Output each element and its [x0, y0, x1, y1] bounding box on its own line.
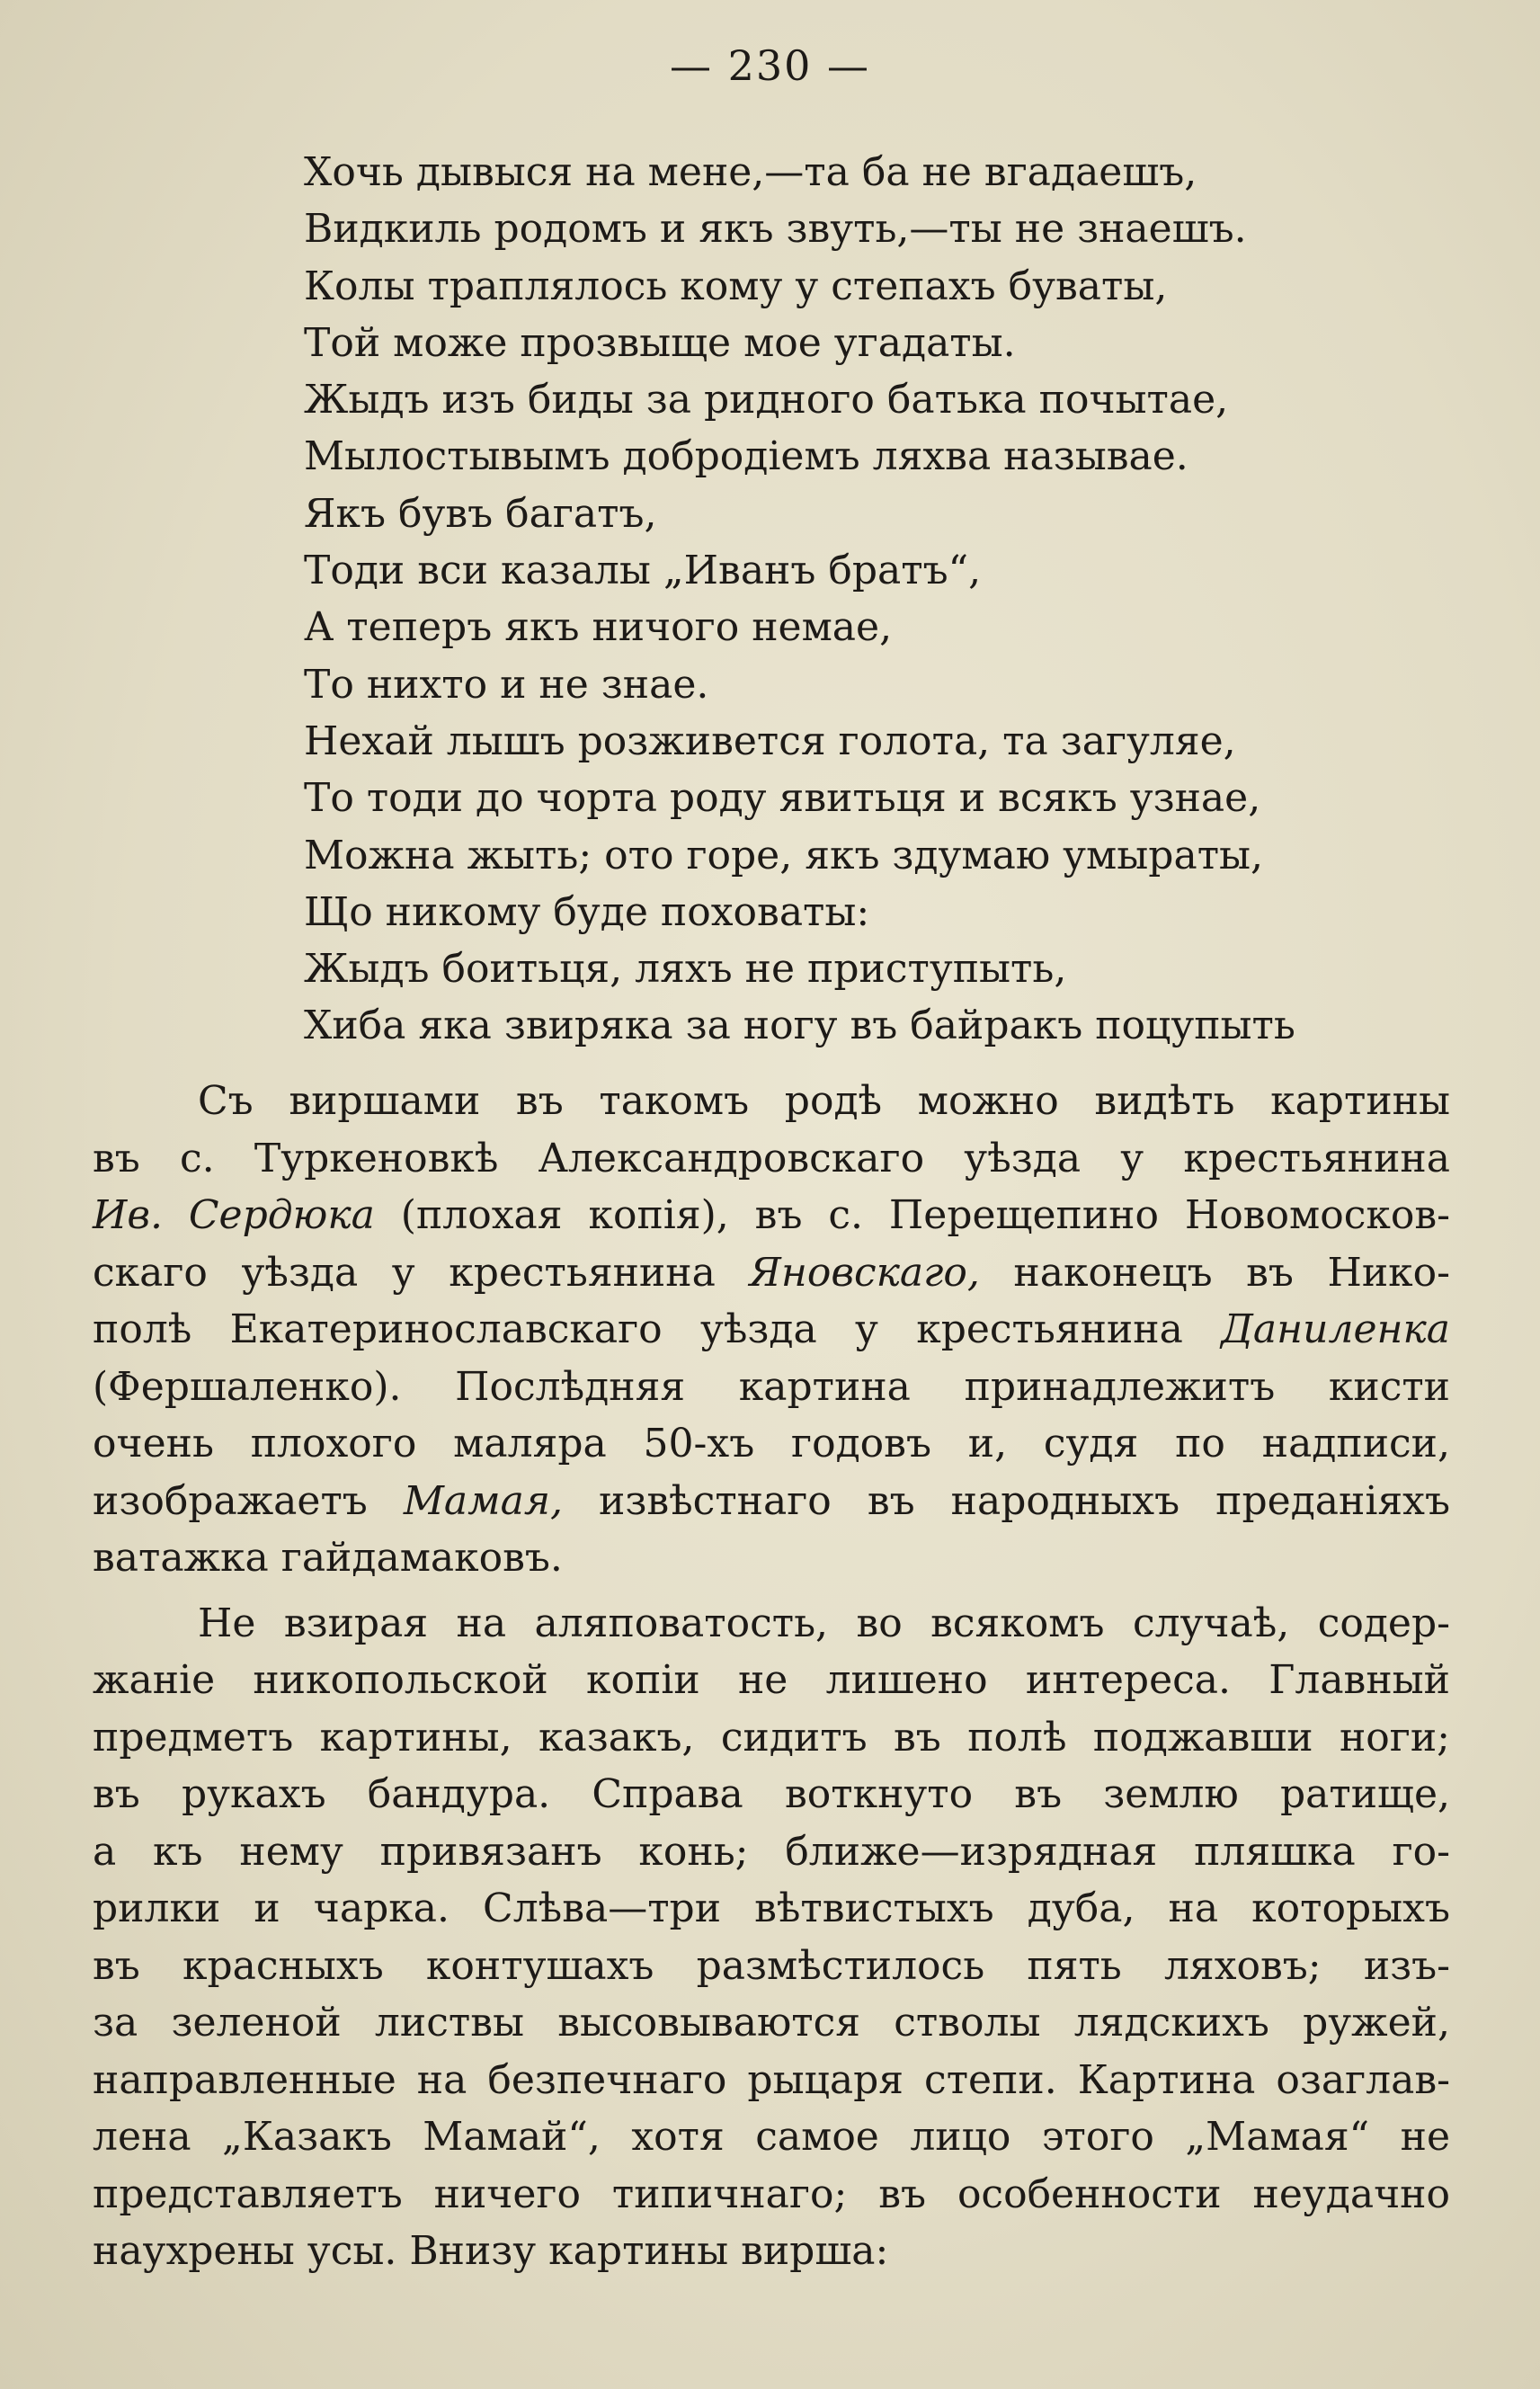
text-run: изображаетъ [93, 1477, 404, 1524]
prose [93, 1073, 1450, 2280]
prose-line: въ рукахъ бандура. Справа воткнуто въ землю ратище, [93, 1771, 1450, 1817]
prose-line: наухрены усы. Внизу картины вирша: [93, 2228, 889, 2274]
prose-line: жаніе никопольской копіи не лишено интереса. Главный [93, 1657, 1450, 1703]
poem-line: Якъ бувъ багатъ, [304, 490, 657, 537]
prose-line [93, 1244, 1450, 1302]
prose-line: лена „Казакъ Мамай“, хотя самое лицо этого „Мамая“ не [93, 2114, 1450, 2160]
poem-line: Тоди вси казалы „Иванъ братъ“, [304, 548, 982, 594]
prose-line: въ красныхъ контушахъ размѣстилось пять ляховъ; изъ- [93, 1942, 1450, 1989]
text-run: извѣстнаго въ народныхъ преданіяхъ [562, 1477, 1450, 1524]
poem-line: То тоди до чорта роду явитьця и всякъ узнае, [304, 775, 1261, 822]
prose-line: (Фершаленко). Послѣдняя картина принадлежитъ кисти [93, 1363, 1450, 1410]
poem-line: Видкиль родомъ и якъ звуть,—ты не знаешъ. [304, 206, 1247, 253]
text-run: наконецъ въ Нико- [979, 1249, 1451, 1296]
paragraph-gap [93, 1587, 1450, 1595]
poem-line: Хочь дывыся на мене,—та ба не вгадаешъ, [304, 149, 1197, 195]
poem-line: Той може прозвыще мое угадаты. [304, 319, 1016, 366]
poem-line: Жыдъ боитьця, ляхъ не приступыть, [304, 946, 1067, 993]
person-name: Мамая, [403, 1477, 563, 1524]
page-number: — 230 — [669, 41, 871, 90]
prose-line [93, 1473, 1450, 1530]
text-run: скаго уѣзда у крестьянина [93, 1249, 750, 1296]
poem-line: Жыдъ изъ биды за ридного батька почытае, [304, 377, 1229, 423]
person-name: Даниленка [1221, 1306, 1450, 1352]
prose-line: представляетъ ничего типичнаго; въ особенности неудачно [93, 2171, 1450, 2217]
prose-line: въ с. Туркеновкѣ Александровскаго уѣзда у крестьянина [93, 1135, 1450, 1181]
text-run: полѣ Екатеринославскаго уѣзда у крестьянина [93, 1306, 1222, 1352]
prose-line: за зеленой листвы высовываются стволы лядскихъ ружей, [93, 2000, 1450, 2046]
prose-line: рилки и чарка. Слѣва—три вѣтвистыхъ дуба, на которыхъ [93, 1885, 1450, 1931]
prose-line [93, 1301, 1450, 1359]
prose-line: очень плохого маляра 50-хъ годовъ и, судя по надписи, [93, 1421, 1450, 1466]
poem-line: Хиба яка звиряка за ногу въ байракъ поцупыть [304, 1003, 1295, 1049]
prose-line: Не взирая на аляповатость, во всякомъ случаѣ, содер- [198, 1600, 1450, 1646]
poem-line: Мылостывымъ добродіемъ ляхва называе. [304, 433, 1188, 480]
text-run: (плохая копія), въ с. Перещепино Новомосков- [374, 1192, 1450, 1238]
poem-line: Можна жыть; ото горе, якъ здумаю умыраты, [304, 832, 1264, 878]
prose-line: предметъ картины, казакъ, сидитъ въ полѣ поджавши ноги; [93, 1714, 1450, 1761]
paragraph-2 [93, 1595, 1450, 2280]
poem-line: А теперъ якъ ничого немае, [304, 604, 893, 651]
person-name: Яновскаго, [749, 1249, 980, 1296]
poem-line: Нехай лышъ розживется голота, та загуляе, [304, 718, 1236, 764]
prose-line: направленные на безпечнаго рыцаря степи. Картина озаглав- [93, 2056, 1450, 2103]
prose-line: Съ виршами въ такомъ родѣ можно видѣть картины [198, 1078, 1450, 1124]
poem [304, 144, 1473, 1055]
prose-line: а къ нему привязанъ конь; ближе—изрядная пляшка го- [93, 1828, 1450, 1875]
person-name: Ив. Сердюка [93, 1192, 375, 1238]
prose-line [93, 1187, 1450, 1244]
poem-line: То нихто и не знае. [304, 661, 709, 708]
poem-line: Колы траплялось кому у степахъ буваты, [304, 263, 1168, 309]
poem-line: Що никому буде поховаты: [304, 888, 870, 935]
paragraph-1 [93, 1073, 1450, 1587]
prose-line: ватажка гайдамаковъ. [93, 1535, 563, 1581]
